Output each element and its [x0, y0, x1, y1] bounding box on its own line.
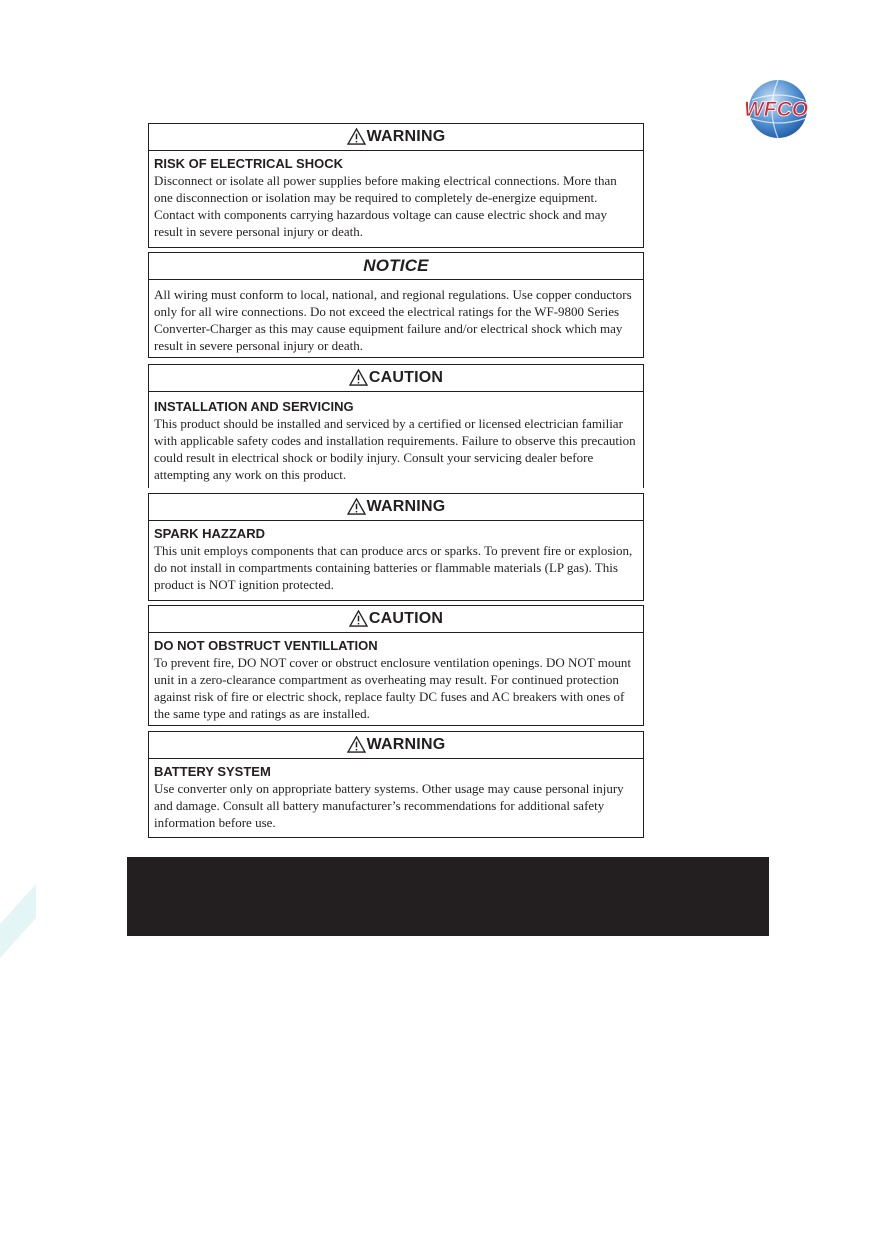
- panel-subtitle: BATTERY SYSTEM: [154, 764, 271, 779]
- logo-text: WFCO: [743, 98, 809, 121]
- warning-panel-electrical-shock: [148, 123, 644, 248]
- warning-triangle-icon: [347, 128, 366, 145]
- panel-subtitle: DO NOT OBSTRUCT VENTILLATION: [154, 638, 378, 653]
- warning-panel-battery-system: [148, 731, 644, 838]
- panel-text: This product should be installed and serviced by a certified or licensed electrician familiar with applicable safety codes and installation requirements. Failure to observe this precaution could result in electrical shock or bodily injury. Consult your servicing dealer before attempting any work on this product.: [154, 416, 636, 482]
- panel-header-label: NOTICE: [363, 256, 429, 275]
- panel-header-label: CAUTION: [368, 610, 444, 627]
- decorative-teal-shape: [0, 880, 40, 960]
- warning-triangle-icon: [347, 736, 366, 753]
- warning-triangle-icon: [347, 498, 366, 515]
- warning-panel-spark-hazard: [148, 493, 644, 601]
- wfco-logo: [738, 78, 814, 140]
- panel-subtitle: RISK OF ELECTRICAL SHOCK: [154, 156, 343, 171]
- warning-triangle-icon: [349, 610, 368, 627]
- panel-header: [149, 253, 643, 280]
- panel-header: [149, 494, 643, 521]
- panel-text: Use converter only on appropriate battery systems. Other usage may cause personal injury and damage. Consult all battery manufacturer’s recommendations for additional safety information before use.: [154, 781, 624, 830]
- caution-panel-ventilation: [148, 605, 644, 726]
- panel-header: [149, 606, 643, 633]
- panel-header-label: WARNING: [366, 736, 446, 753]
- panel-subtitle: SPARK HAZZARD: [154, 526, 265, 541]
- panel-text: All wiring must conform to local, national, and regional regulations. Use copper conductors only for all wire connections. Do not exceed the electrical ratings for the WF-9800 Series Converter-Charger as this may cause equipment failure and/or electrical shock which may result in severe personal injury or death.: [154, 287, 632, 353]
- panel-header: [149, 732, 643, 759]
- panel-header-label: CAUTION: [368, 369, 444, 386]
- notice-panel-wiring: [148, 252, 644, 358]
- caution-panel-installation: [148, 364, 644, 488]
- panel-subtitle: INSTALLATION AND SERVICING: [154, 399, 354, 414]
- panel-header: [149, 365, 643, 392]
- panel-text: Disconnect or isolate all power supplies before making electrical connections. More than one disconnection or isolation may be required to completely de-energize equipment. Contact with components carrying hazardous voltage can cause electric shock and may result in severe personal injury or death.: [154, 173, 617, 239]
- panel-header-label: WARNING: [366, 128, 446, 145]
- panel-header: [149, 124, 643, 151]
- panel-header-label: WARNING: [366, 498, 446, 515]
- panel-text: To prevent fire, DO NOT cover or obstruct enclosure ventilation openings. DO NOT mount unit in a zero-clearance compartment as overheating may result. For continued protection against risk of fire or electric shock, replace faulty DC fuses and AC breakers with ones of the same type and ratings as are installed.: [154, 655, 631, 721]
- dark-banner-bar: [127, 857, 769, 936]
- warning-triangle-icon: [349, 369, 368, 386]
- panel-text: This unit employs components that can produce arcs or sparks. To prevent fire or explosion, do not install in compartments containing batteries or flammable materials (LP gas). This product is NOT ignition protected.: [154, 543, 633, 592]
